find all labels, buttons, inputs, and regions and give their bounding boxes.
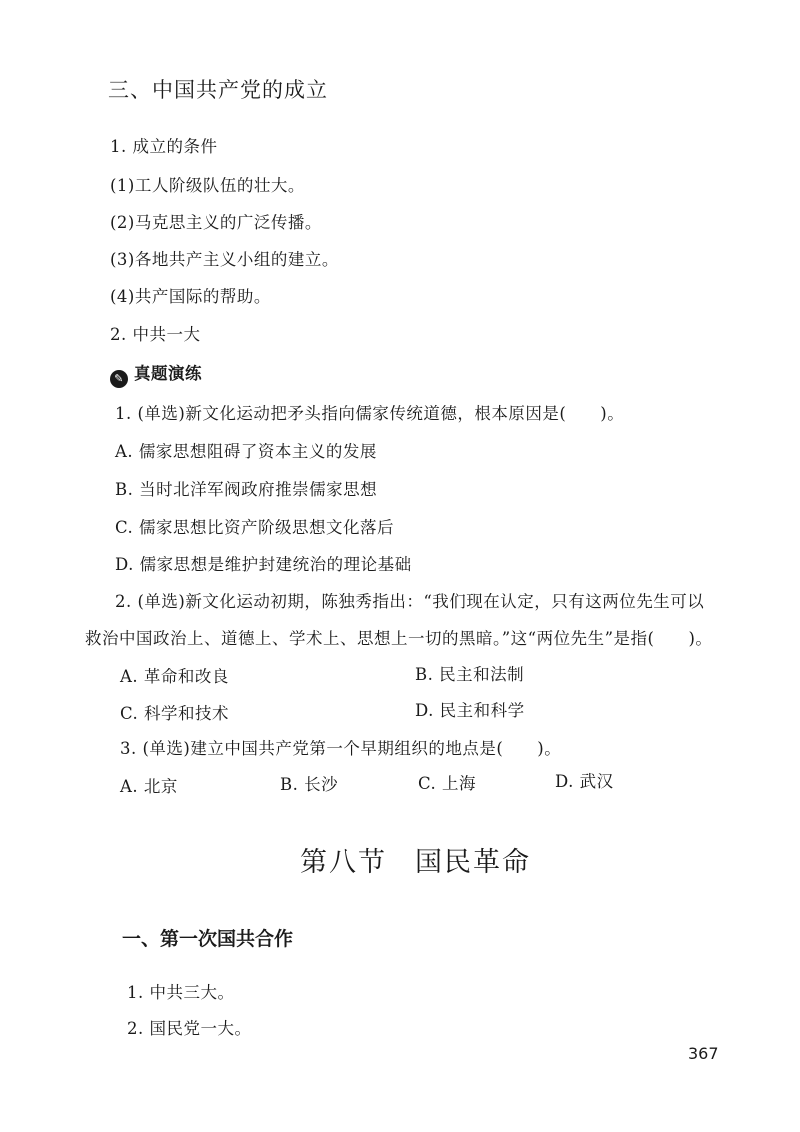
option: D. 武汉 <box>555 772 614 791</box>
pen-circle-icon: ✎ <box>110 370 128 388</box>
chapter-name: 国民革命 <box>415 847 531 878</box>
section-title: 三、中国共产党的成立 <box>108 78 328 102</box>
list-item: (4)共产国际的帮助。 <box>110 287 271 306</box>
question-stem: 2. (单选)新文化运动初期，陈独秀指出：“我们现在认定，只有这两位先生可以 <box>115 592 705 611</box>
option: B. 当时北洋军阀政府推崇儒家思想 <box>115 480 378 499</box>
question-stem: 1. (单选)新文化运动把矛头指向儒家传统道德，根本原因是( )。 <box>115 404 625 423</box>
question-stem: 3. (单选)建立中国共产党第一个早期组织的地点是( )。 <box>120 739 562 758</box>
option: A. 革命和改良 <box>120 667 229 686</box>
option: A. 北京 <box>120 777 178 796</box>
list-item: (1)工人阶级队伍的壮大。 <box>110 176 305 195</box>
list-item: 1. 成立的条件 <box>110 137 218 156</box>
chapter-number: 第八节 <box>300 847 387 878</box>
option: B. 民主和法制 <box>415 665 525 684</box>
section-title: 一、第一次国共合作 <box>122 928 294 950</box>
practice-heading <box>110 360 202 388</box>
option: C. 上海 <box>418 774 477 793</box>
option: B. 长沙 <box>280 775 339 794</box>
list-item: (2)马克思主义的广泛传播。 <box>110 213 322 232</box>
option: C. 儒家思想比资产阶级思想文化落后 <box>115 518 395 537</box>
list-item: 2. 中共一大 <box>110 325 201 344</box>
option: D. 民主和科学 <box>415 701 525 720</box>
page-number: 367 <box>688 1044 719 1063</box>
list-item: 2. 国民党一大。 <box>127 1019 252 1038</box>
option: A. 儒家思想阻碍了资本主义的发展 <box>115 442 377 461</box>
practice-label: 真题演练 <box>134 364 202 383</box>
chapter-title <box>300 840 531 879</box>
list-item: (3)各地共产主义小组的建立。 <box>110 250 339 269</box>
option: C. 科学和技术 <box>120 704 230 723</box>
question-stem-continued: 救治中国政治上、道德上、学术上、思想上一切的黑暗。”这“两位先生”是指( )。 <box>85 629 713 648</box>
option: D. 儒家思想是维护封建统治的理论基础 <box>115 555 412 574</box>
list-item: 1. 中共三大。 <box>127 983 235 1002</box>
